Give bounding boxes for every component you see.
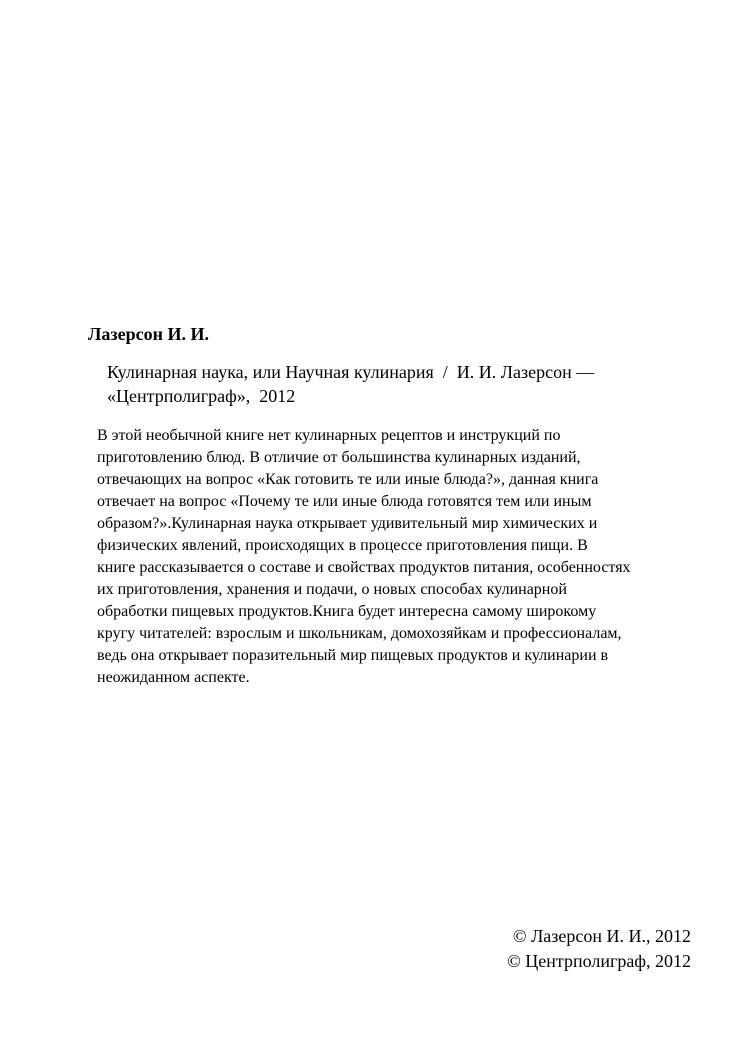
abstract-line: образом?».Кулинарная наука открывает удивительный мир химических и [97,515,598,532]
citation-title-line: Кулинарная наука, или Научная кулинария / И. И. Лазерсон — [107,362,595,382]
abstract-line: В этой необычной книге нет кулинарных рецептов и инструкций по [97,427,561,444]
citation-publisher-line: «Центрполиграф», 2012 [107,386,296,406]
copyright-publisher: © Центрполиграф, 2012 [507,951,691,971]
book-abstract [97,425,697,689]
author-name: Лазерсон И. И. [88,324,210,344]
copyright-author: © Лазерсон И. И., 2012 [512,926,691,946]
bibliographic-citation [107,360,707,408]
copyright-notices [507,924,691,974]
abstract-line: ведь она открывает поразительный мир пищевых продуктов и кулинарии в [97,647,609,664]
abstract-line: отвечает на вопрос «Почему те или иные блюда готовятся тем или иным [97,493,592,510]
abstract-line: физических явлений, происходящих в процессе приготовления пищи. В [97,537,588,554]
abstract-line: приготовлению блюд. В отличие от большинства кулинарных изданий, [97,449,581,466]
abstract-line: неожиданном аспекте. [97,669,250,686]
abstract-line: отвечающих на вопрос «Как готовить те или иные блюда?», данная книга [97,471,599,488]
abstract-line: их приготовления, хранения и подачи, о новых способах кулинарной [97,581,567,598]
abstract-line: книге рассказывается о составе и свойствах продуктов питания, особенностях [97,559,631,576]
abstract-line: обработки пищевых продуктов.Книга будет интересна самому широкому [97,603,597,620]
abstract-line: кругу читателей: взрослым и школьникам, домохозяйкам и профессионалам, [97,625,622,642]
